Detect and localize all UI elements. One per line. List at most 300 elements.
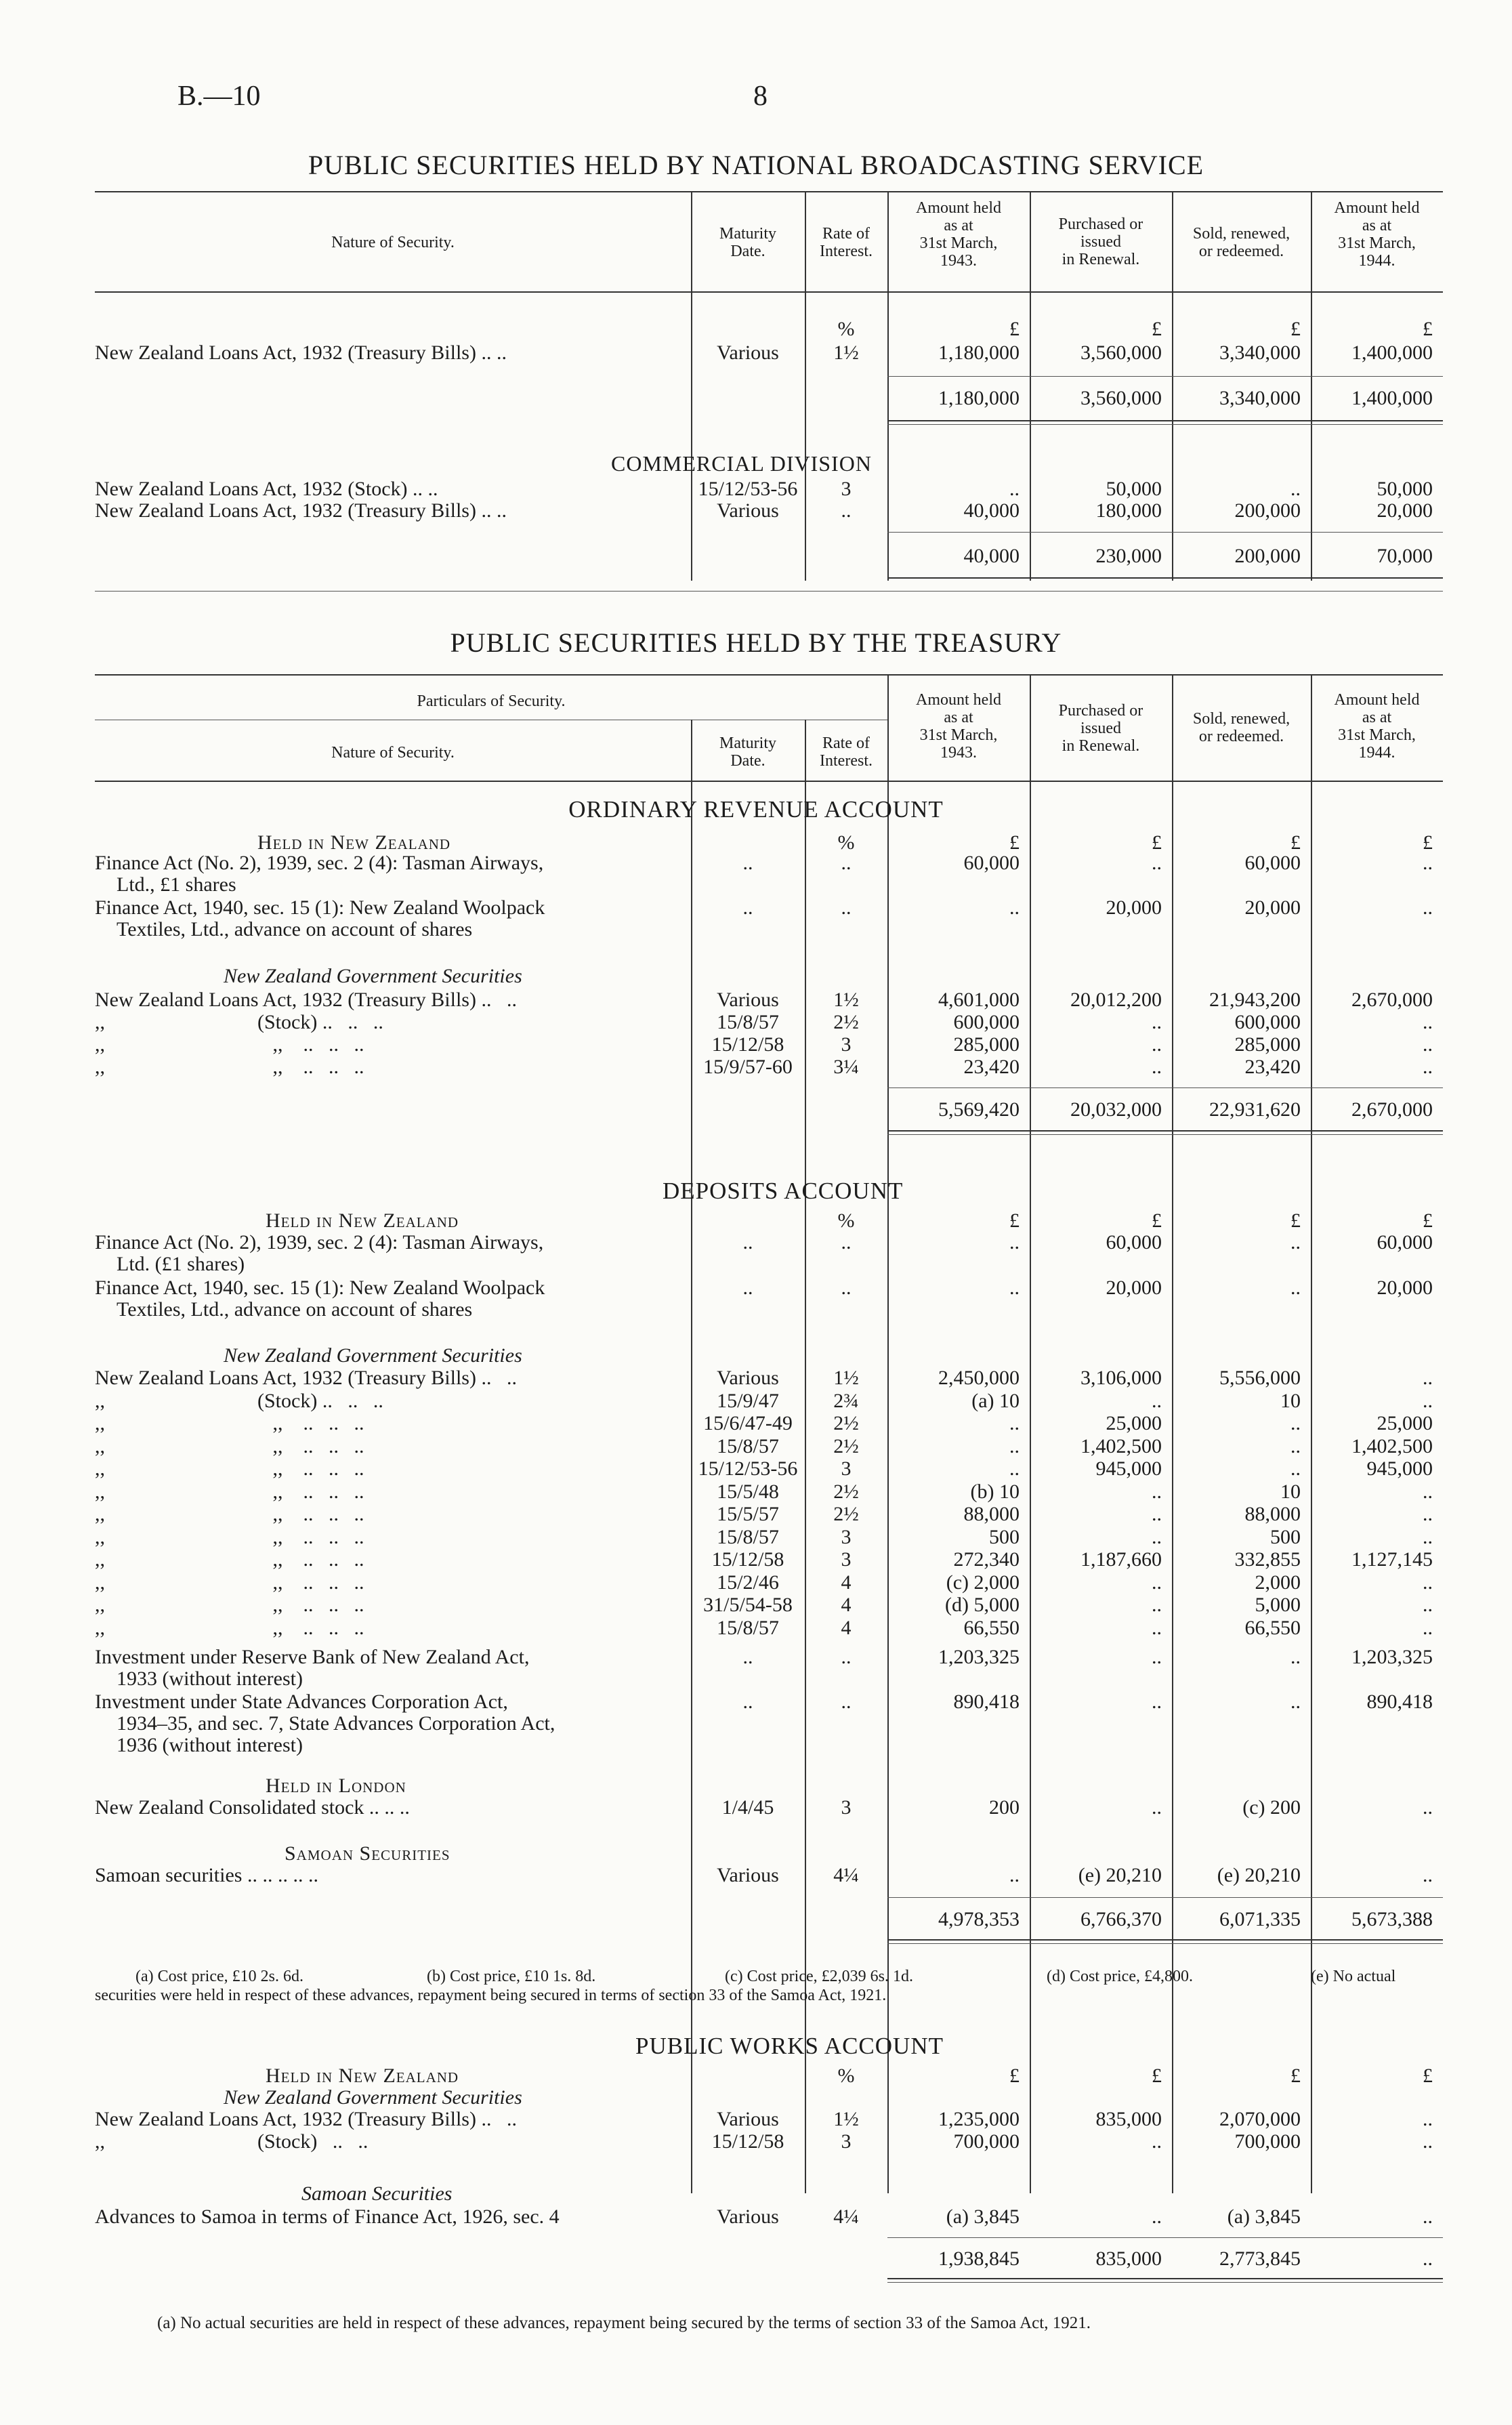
row-held43: 600,000 bbox=[953, 1011, 1020, 1033]
header-held43-3: 31st March, bbox=[919, 234, 998, 252]
header-maturity-2: Date. bbox=[730, 243, 765, 260]
page-number: 8 bbox=[753, 81, 768, 112]
row-held43: (a) 3,845 bbox=[946, 2205, 1020, 2228]
row-held44: .. bbox=[1423, 1389, 1433, 1412]
row-rate: 3 bbox=[841, 478, 852, 500]
row-purchased: 60,000 bbox=[1106, 1231, 1162, 1253]
header-maturity: Maturity bbox=[719, 225, 776, 243]
total-rule bbox=[887, 424, 1443, 425]
table-rule bbox=[95, 291, 1443, 293]
unit-money: £ bbox=[1152, 318, 1162, 340]
row-nature: Finance Act, 1940, sec. 15 (1): New Zealand Woolpack bbox=[95, 1277, 545, 1299]
row-held43: 23,420 bbox=[963, 1056, 1020, 1078]
total-purchased: 20,032,000 bbox=[1070, 1098, 1162, 1121]
row-sold: 500 bbox=[1270, 1525, 1301, 1548]
header-held44: Amount held bbox=[1334, 691, 1420, 709]
total-rule bbox=[887, 2237, 1443, 2238]
row-purchased: 945,000 bbox=[1095, 1457, 1162, 1480]
row-held44: .. bbox=[1423, 2108, 1433, 2130]
row-held43: 1,180,000 bbox=[938, 341, 1020, 364]
row-held44: .. bbox=[1423, 852, 1433, 874]
row-rate: .. bbox=[841, 499, 852, 522]
row-held44: .. bbox=[1423, 1480, 1433, 1503]
header-sold-2: or redeemed. bbox=[1198, 243, 1284, 260]
total-sold: 200,000 bbox=[1234, 545, 1301, 567]
ordinary-revenue-heading: ORDINARY REVENUE ACCOUNT bbox=[568, 796, 944, 823]
header-purchased: Purchased or bbox=[1058, 215, 1143, 233]
row-maturity: 31/5/54-58 bbox=[703, 1594, 793, 1616]
header-nature: Nature of Security. bbox=[331, 744, 455, 762]
unit-money: £ bbox=[1423, 318, 1433, 340]
row-purchased: .. bbox=[1152, 1616, 1162, 1639]
row-rate: 2½ bbox=[833, 1412, 859, 1434]
total-held43: 5,569,420 bbox=[938, 1098, 1020, 1121]
row-held44: .. bbox=[1423, 1796, 1433, 1819]
row-sold: .. bbox=[1290, 1277, 1301, 1299]
row-maturity: 15/8/57 bbox=[717, 1525, 779, 1548]
total-held44: 2,670,000 bbox=[1351, 1098, 1433, 1121]
row-rate: 3 bbox=[841, 1525, 852, 1548]
header-rate-2: Interest. bbox=[820, 243, 873, 260]
row-held43: (b) 10 bbox=[970, 1480, 1020, 1503]
unit-money: £ bbox=[1009, 831, 1020, 854]
row-sold: 60,000 bbox=[1244, 852, 1301, 874]
row-held44: .. bbox=[1423, 1367, 1433, 1389]
row-nature: New Zealand Loans Act, 1932 (Stock) .. .. bbox=[95, 478, 438, 500]
row-nature: ,, ,, .. .. .. bbox=[95, 1548, 364, 1571]
row-held43: 1,235,000 bbox=[938, 2108, 1020, 2130]
unit-rate: % bbox=[837, 318, 855, 340]
row-purchased: 50,000 bbox=[1106, 478, 1162, 500]
row-held43: .. bbox=[1009, 896, 1020, 919]
row-sold: 10 bbox=[1280, 1480, 1301, 1503]
unit-money: £ bbox=[1152, 1209, 1162, 1232]
total-purchased: 230,000 bbox=[1095, 545, 1162, 567]
total-purchased: 6,766,370 bbox=[1080, 1908, 1162, 1930]
header-held43-4: 1943. bbox=[940, 252, 977, 270]
footnote-d: (d) Cost price, £4,800. bbox=[1047, 1968, 1193, 1985]
header-maturity-2: Date. bbox=[730, 752, 765, 770]
row-purchased: 835,000 bbox=[1095, 2108, 1162, 2130]
row-held43: 4,601,000 bbox=[938, 989, 1020, 1011]
header-held44-3: 31st March, bbox=[1338, 726, 1416, 744]
row-maturity: .. bbox=[742, 852, 753, 874]
row-rate: 3 bbox=[841, 1457, 852, 1480]
row-nature-cont: Ltd. (£1 shares) bbox=[117, 1253, 245, 1275]
row-rate: 1½ bbox=[833, 1367, 859, 1389]
row-nature: Samoan securities .. .. .. .. .. bbox=[95, 1864, 318, 1886]
unit-money: £ bbox=[1290, 318, 1301, 340]
header-nature: Nature of Security. bbox=[331, 234, 455, 251]
total-held43: 1,938,845 bbox=[938, 2247, 1020, 2270]
held-in-nz-label: Held in New Zealand bbox=[257, 831, 451, 854]
row-rate: .. bbox=[841, 1646, 852, 1668]
row-held44: .. bbox=[1423, 1503, 1433, 1525]
govt-securities-label: New Zealand Government Securities bbox=[224, 2086, 522, 2109]
total-held44: 1,400,000 bbox=[1351, 387, 1433, 409]
row-maturity: 15/12/58 bbox=[711, 2130, 784, 2153]
row-nature: ,, ,, .. .. .. bbox=[95, 1503, 364, 1525]
total-rule bbox=[887, 1943, 1443, 1944]
row-maturity: 15/6/47-49 bbox=[703, 1412, 793, 1434]
row-purchased: 3,106,000 bbox=[1080, 1367, 1162, 1389]
row-sold: 66,550 bbox=[1244, 1616, 1301, 1639]
row-held43: .. bbox=[1009, 478, 1020, 500]
public-works-footnote: (a) No actual securities are held in respect of these advances, repayment being secured by the terms of section 33 of the Samoa Act, 1921. bbox=[157, 2314, 1091, 2332]
row-nature: ,, ,, .. .. .. bbox=[95, 1412, 364, 1434]
commercial-division-heading: COMMERCIAL DIVISION bbox=[611, 451, 872, 476]
row-nature: ,, ,, .. .. .. bbox=[95, 1457, 364, 1480]
table-rule bbox=[95, 674, 1443, 676]
row-purchased: .. bbox=[1152, 2205, 1162, 2228]
header-purchased-2: issued bbox=[1080, 720, 1121, 737]
row-purchased: .. bbox=[1152, 1571, 1162, 1594]
row-sold: 285,000 bbox=[1234, 1033, 1301, 1056]
held-in-nz-label: Held in New Zealand bbox=[266, 1209, 459, 1232]
row-maturity: 15/12/58 bbox=[711, 1033, 784, 1056]
total-purchased: 3,560,000 bbox=[1080, 387, 1162, 409]
row-nature: Finance Act (No. 2), 1939, sec. 2 (4): Tasman Airways, bbox=[95, 852, 544, 874]
row-rate: 2½ bbox=[833, 1480, 859, 1503]
row-nature-cont: Textiles, Ltd., advance on account of shares bbox=[117, 918, 473, 940]
row-nature-cont: 1934–35, and sec. 7, State Advances Corporation Act, bbox=[117, 1712, 555, 1735]
row-rate: .. bbox=[841, 852, 852, 874]
row-nature: ,, (Stock) .. .. .. bbox=[95, 1389, 383, 1412]
row-held43: .. bbox=[1009, 1412, 1020, 1434]
unit-money: £ bbox=[1423, 2065, 1433, 2087]
row-held43: 2,450,000 bbox=[938, 1367, 1020, 1389]
row-held43: .. bbox=[1009, 1277, 1020, 1299]
row-held44: 50,000 bbox=[1377, 478, 1433, 500]
header-sold-2: or redeemed. bbox=[1198, 728, 1284, 745]
row-sold: 23,420 bbox=[1244, 1056, 1301, 1078]
row-nature-cont: Ltd., £1 shares bbox=[117, 873, 236, 896]
total-held43: 40,000 bbox=[963, 545, 1020, 567]
row-nature: ,, ,, .. .. .. bbox=[95, 1525, 364, 1548]
deposits-heading: DEPOSITS ACCOUNT bbox=[663, 1178, 904, 1204]
row-maturity: .. bbox=[742, 896, 753, 919]
broadcasting-title: PUBLIC SECURITIES HELD BY NATIONAL BROADCASTING SERVICE bbox=[308, 150, 1204, 180]
unit-money: £ bbox=[1423, 831, 1433, 854]
total-held44: 5,673,388 bbox=[1351, 1908, 1433, 1930]
row-maturity: Various bbox=[717, 1864, 779, 1886]
header-rate: Rate of bbox=[822, 734, 870, 752]
row-held43: 700,000 bbox=[953, 2130, 1020, 2153]
header-rate: Rate of bbox=[822, 225, 870, 243]
row-purchased: .. bbox=[1152, 1525, 1162, 1548]
row-held43: 40,000 bbox=[963, 499, 1020, 522]
header-purchased-3: in Renewal. bbox=[1062, 251, 1140, 268]
header-purchased: Purchased or bbox=[1058, 702, 1143, 720]
row-purchased: 1,187,660 bbox=[1080, 1548, 1162, 1571]
row-held43: 60,000 bbox=[963, 852, 1020, 874]
row-rate: .. bbox=[841, 896, 852, 919]
row-nature: ,, ,, .. .. .. bbox=[95, 1571, 364, 1594]
row-nature: Finance Act (No. 2), 1939, sec. 2 (4): Tasman Airways, bbox=[95, 1231, 544, 1253]
row-rate: 4¼ bbox=[833, 2205, 859, 2228]
row-nature: ,, ,, .. .. .. bbox=[95, 1594, 364, 1616]
header-held43-2: as at bbox=[944, 709, 973, 726]
row-sold: 600,000 bbox=[1234, 1011, 1301, 1033]
row-held43: (c) 2,000 bbox=[946, 1571, 1020, 1594]
row-rate: 1½ bbox=[833, 341, 859, 364]
total-purchased: 835,000 bbox=[1095, 2247, 1162, 2270]
report-reference: B.—10 bbox=[177, 81, 261, 112]
total-rule bbox=[887, 1897, 1443, 1898]
total-held44: 70,000 bbox=[1377, 545, 1433, 567]
row-rate: .. bbox=[841, 1691, 852, 1713]
unit-money: £ bbox=[1009, 1209, 1020, 1232]
row-held44: 2,670,000 bbox=[1351, 989, 1433, 1011]
total-rule bbox=[887, 577, 1443, 579]
row-maturity: Various bbox=[717, 341, 779, 364]
row-purchased: .. bbox=[1152, 1796, 1162, 1819]
total-held43: 4,978,353 bbox=[938, 1908, 1020, 1930]
row-sold: 2,000 bbox=[1255, 1571, 1301, 1594]
header-held44: Amount held bbox=[1334, 199, 1420, 217]
row-nature: ,, ,, .. .. .. bbox=[95, 1480, 364, 1503]
unit-money: £ bbox=[1152, 2065, 1162, 2087]
row-held43: 890,418 bbox=[953, 1691, 1020, 1713]
row-sold: 20,000 bbox=[1244, 896, 1301, 919]
row-maturity: 15/8/57 bbox=[717, 1616, 779, 1639]
header-held44-4: 1944. bbox=[1358, 252, 1395, 270]
row-maturity: 15/9/57-60 bbox=[703, 1056, 793, 1078]
total-sold: 2,773,845 bbox=[1219, 2247, 1301, 2270]
row-held43: 88,000 bbox=[963, 1503, 1020, 1525]
row-held44: .. bbox=[1423, 1033, 1433, 1056]
header-held43: Amount held bbox=[916, 691, 1001, 709]
total-rule bbox=[887, 2282, 1443, 2283]
row-purchased: .. bbox=[1152, 1594, 1162, 1616]
row-nature: New Zealand Loans Act, 1932 (Treasury Bills) .. .. bbox=[95, 1367, 517, 1389]
public-works-heading: PUBLIC WORKS ACCOUNT bbox=[635, 2033, 944, 2059]
row-nature: Investment under Reserve Bank of New Zealand Act, bbox=[95, 1646, 530, 1668]
samoan-securities-label: Samoan Securities bbox=[301, 2182, 453, 2205]
row-sold: 10 bbox=[1280, 1389, 1301, 1412]
unit-money: £ bbox=[1009, 318, 1020, 340]
total-rule bbox=[887, 1130, 1443, 1132]
row-purchased: .. bbox=[1152, 1503, 1162, 1525]
total-rule bbox=[887, 420, 1443, 421]
row-held44: 60,000 bbox=[1377, 1231, 1433, 1253]
total-sold: 3,340,000 bbox=[1219, 387, 1301, 409]
unit-money: £ bbox=[1290, 831, 1301, 854]
row-purchased: .. bbox=[1152, 2130, 1162, 2153]
row-maturity: 15/2/46 bbox=[717, 1571, 779, 1594]
row-rate: 4¼ bbox=[833, 1864, 859, 1886]
row-nature-cont: 1933 (without interest) bbox=[117, 1667, 303, 1690]
row-rate: 2½ bbox=[833, 1011, 859, 1033]
header-purchased-3: in Renewal. bbox=[1062, 737, 1140, 755]
total-rule bbox=[887, 376, 1443, 377]
header-particulars: Particulars of Security. bbox=[417, 692, 566, 710]
row-maturity: 1/4/45 bbox=[721, 1796, 774, 1819]
row-held44: .. bbox=[1423, 2130, 1433, 2153]
row-nature: Finance Act, 1940, sec. 15 (1): New Zealand Woolpack bbox=[95, 896, 545, 919]
row-nature: ,, ,, .. .. .. bbox=[95, 1434, 364, 1457]
row-nature: ,, (Stock) .. .. bbox=[95, 2130, 369, 2153]
row-held43: (a) 10 bbox=[971, 1389, 1020, 1412]
unit-money: £ bbox=[1290, 1209, 1301, 1232]
row-nature: ,, ,, .. .. .. bbox=[95, 1056, 364, 1078]
header-held43: Amount held bbox=[916, 199, 1001, 217]
row-nature-cont: 1936 (without interest) bbox=[117, 1734, 303, 1756]
row-maturity: Various bbox=[717, 499, 779, 522]
row-held44: .. bbox=[1423, 1525, 1433, 1548]
row-rate: 4 bbox=[841, 1571, 852, 1594]
total-rule bbox=[887, 1134, 1443, 1135]
row-held44: 1,402,500 bbox=[1351, 1434, 1433, 1457]
footnote-a: (a) Cost price, £10 2s. 6d. bbox=[135, 1968, 303, 1985]
header-held43-3: 31st March, bbox=[919, 726, 998, 744]
header-held44-3: 31st March, bbox=[1338, 234, 1416, 252]
row-nature: ,, ,, .. .. .. bbox=[95, 1616, 364, 1639]
row-purchased: .. bbox=[1152, 1033, 1162, 1056]
row-sold: 700,000 bbox=[1234, 2130, 1301, 2153]
header-held44-4: 1944. bbox=[1358, 744, 1395, 762]
row-held44: 1,400,000 bbox=[1351, 341, 1433, 364]
row-held44: 20,000 bbox=[1377, 1277, 1433, 1299]
row-sold: (e) 20,210 bbox=[1217, 1864, 1301, 1886]
row-maturity: .. bbox=[742, 1231, 753, 1253]
row-maturity: 15/9/47 bbox=[717, 1389, 779, 1412]
row-purchased: .. bbox=[1152, 1011, 1162, 1033]
row-held43: .. bbox=[1009, 1864, 1020, 1886]
held-in-london-label: Held in London bbox=[266, 1775, 406, 1797]
footnote-c: (c) Cost price, £2,039 6s. 1d. bbox=[725, 1968, 913, 1985]
row-purchased: .. bbox=[1152, 1646, 1162, 1668]
row-rate: .. bbox=[841, 1277, 852, 1299]
row-held43: .. bbox=[1009, 1457, 1020, 1480]
row-purchased: .. bbox=[1152, 852, 1162, 874]
row-held44: 25,000 bbox=[1377, 1412, 1433, 1434]
row-purchased: 180,000 bbox=[1095, 499, 1162, 522]
footnote-e: (e) No actual bbox=[1311, 1968, 1396, 1985]
total-rule bbox=[887, 532, 1443, 533]
row-nature: Investment under State Advances Corporation Act, bbox=[95, 1691, 508, 1713]
row-held44: .. bbox=[1423, 1594, 1433, 1616]
row-held44: .. bbox=[1423, 1011, 1433, 1033]
row-held44: 1,127,145 bbox=[1351, 1548, 1433, 1571]
row-held44: 1,203,325 bbox=[1351, 1646, 1433, 1668]
row-nature: New Zealand Loans Act, 1932 (Treasury Bills) .. .. bbox=[95, 989, 517, 1011]
row-maturity: Various bbox=[717, 989, 779, 1011]
samoan-securities-label: Samoan Securities bbox=[285, 1842, 450, 1865]
row-rate: 2½ bbox=[833, 1503, 859, 1525]
row-maturity: .. bbox=[742, 1646, 753, 1668]
row-sold: .. bbox=[1290, 478, 1301, 500]
unit-rate: % bbox=[837, 831, 855, 854]
row-rate: 2¾ bbox=[833, 1389, 859, 1412]
total-rule bbox=[887, 1939, 1443, 1941]
row-held43: 272,340 bbox=[953, 1548, 1020, 1571]
row-sold: 332,855 bbox=[1234, 1548, 1301, 1571]
row-held43: (d) 5,000 bbox=[945, 1594, 1020, 1616]
row-maturity: Various bbox=[717, 2205, 779, 2228]
total-sold: 6,071,335 bbox=[1219, 1908, 1301, 1930]
unit-rate: % bbox=[837, 2065, 855, 2087]
treasury-title: PUBLIC SECURITIES HELD BY THE TREASURY bbox=[450, 627, 1062, 658]
row-sold: .. bbox=[1290, 1691, 1301, 1713]
unit-money: £ bbox=[1152, 831, 1162, 854]
header-held44-2: as at bbox=[1362, 709, 1392, 726]
row-nature-cont: Textiles, Ltd., advance on account of shares bbox=[117, 1298, 473, 1321]
unit-money: £ bbox=[1009, 2065, 1020, 2087]
total-held43: 1,180,000 bbox=[938, 387, 1020, 409]
row-rate: 4 bbox=[841, 1594, 852, 1616]
row-held43: 66,550 bbox=[963, 1616, 1020, 1639]
footnote-continuation: securities were held in respect of these advances, repayment being secured in terms of section 33 of the Samoa Act, 1921. bbox=[95, 1987, 887, 2004]
row-sold: (a) 3,845 bbox=[1227, 2205, 1301, 2228]
row-rate: 1½ bbox=[833, 989, 859, 1011]
row-rate: .. bbox=[841, 1231, 852, 1253]
row-held44: .. bbox=[1423, 1616, 1433, 1639]
row-held43: 200 bbox=[989, 1796, 1020, 1819]
row-rate: 3 bbox=[841, 1548, 852, 1571]
row-rate: 1½ bbox=[833, 2108, 859, 2130]
table-rule bbox=[95, 591, 1443, 592]
row-rate: 3 bbox=[841, 2130, 852, 2153]
row-nature: New Zealand Loans Act, 1932 (Treasury Bills) .. .. bbox=[95, 499, 507, 522]
row-nature: Advances to Samoa in terms of Finance Act, 1926, sec. 4 bbox=[95, 2205, 560, 2228]
row-rate: 4 bbox=[841, 1616, 852, 1639]
row-purchased: (e) 20,210 bbox=[1078, 1864, 1162, 1886]
row-sold: 21,943,200 bbox=[1209, 989, 1301, 1011]
row-sold: .. bbox=[1290, 1434, 1301, 1457]
row-held44: .. bbox=[1423, 2205, 1433, 2228]
row-purchased: 20,000 bbox=[1106, 896, 1162, 919]
total-rule bbox=[887, 2278, 1443, 2279]
row-sold: (c) 200 bbox=[1242, 1796, 1301, 1819]
unit-rate: % bbox=[837, 1209, 855, 1232]
header-sold: Sold, renewed, bbox=[1192, 225, 1290, 243]
row-nature: New Zealand Consolidated stock .. .. .. bbox=[95, 1796, 410, 1819]
row-maturity: Various bbox=[717, 2108, 779, 2130]
row-held43: 500 bbox=[989, 1525, 1020, 1548]
row-maturity: 15/8/57 bbox=[717, 1434, 779, 1457]
row-purchased: 20,000 bbox=[1106, 1277, 1162, 1299]
row-held44: .. bbox=[1423, 1571, 1433, 1594]
footnote-b: (b) Cost price, £10 1s. 8d. bbox=[427, 1968, 596, 1985]
row-sold: 5,000 bbox=[1255, 1594, 1301, 1616]
row-sold: 3,340,000 bbox=[1219, 341, 1301, 364]
row-maturity: 15/12/58 bbox=[711, 1548, 784, 1571]
header-held44-2: as at bbox=[1362, 217, 1392, 234]
row-purchased: .. bbox=[1152, 1056, 1162, 1078]
unit-money: £ bbox=[1423, 1209, 1433, 1232]
govt-securities-label: New Zealand Government Securities bbox=[224, 1344, 522, 1367]
row-rate: 2½ bbox=[833, 1434, 859, 1457]
row-maturity: .. bbox=[742, 1277, 753, 1299]
row-maturity: .. bbox=[742, 1691, 753, 1713]
row-nature: New Zealand Loans Act, 1932 (Treasury Bills) .. .. bbox=[95, 341, 507, 364]
header-purchased-2: issued bbox=[1080, 233, 1121, 251]
table-rule bbox=[95, 191, 1443, 192]
govt-securities-label: New Zealand Government Securities bbox=[224, 965, 522, 987]
row-rate: 3¼ bbox=[833, 1056, 859, 1078]
total-sold: 22,931,620 bbox=[1209, 1098, 1301, 1121]
held-in-nz-label: Held in New Zealand bbox=[266, 2065, 459, 2087]
header-held43-2: as at bbox=[944, 217, 973, 234]
row-maturity: 15/5/57 bbox=[717, 1503, 779, 1525]
row-nature: ,, (Stock) .. .. .. bbox=[95, 1011, 383, 1033]
row-held43: 285,000 bbox=[953, 1033, 1020, 1056]
row-sold: .. bbox=[1290, 1231, 1301, 1253]
header-maturity: Maturity bbox=[719, 734, 776, 752]
row-maturity: 15/12/53-56 bbox=[698, 1457, 798, 1480]
total-rule bbox=[887, 1087, 1443, 1088]
